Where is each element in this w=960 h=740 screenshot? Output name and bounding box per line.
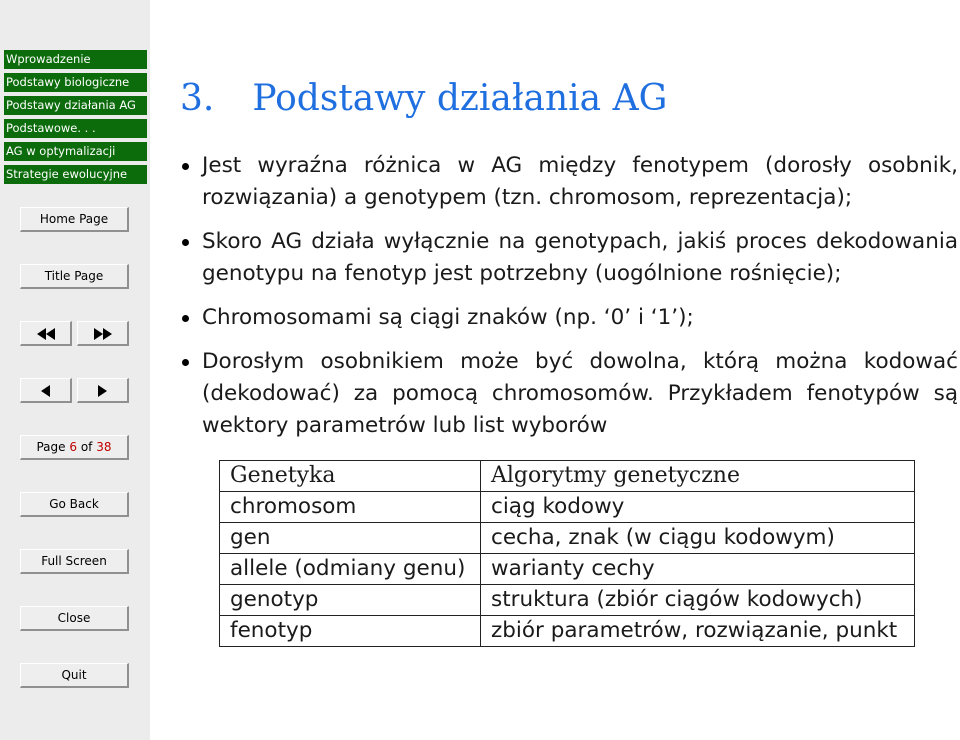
full-screen-button[interactable]: Full Screen bbox=[20, 549, 129, 574]
go-back-button[interactable]: Go Back bbox=[20, 492, 129, 517]
table-header-row bbox=[220, 461, 915, 492]
bullet-item: Skoro AG działa wyłącznie na genotypach, jakiś proces dekodowania genotypu na fenotyp jest potrzebny (uogólnione rośnięcie); bbox=[202, 226, 958, 290]
table-cell: gen bbox=[220, 523, 481, 554]
table-header-genetyka: Genetyka bbox=[220, 461, 481, 492]
page-indicator bbox=[20, 435, 129, 460]
toc-item-podstawy-biologiczne[interactable]: Podstawy biologiczne bbox=[4, 73, 147, 92]
toc-item-strategie-ewolucyjne[interactable]: Strategie ewolucyjne bbox=[4, 165, 147, 184]
table-cell: struktura (zbiór ciągów kodowych) bbox=[481, 585, 915, 616]
table-cell: genotyp bbox=[220, 585, 481, 616]
table-row bbox=[220, 616, 915, 647]
table-cell: cecha, znak (w ciągu kodowym) bbox=[481, 523, 915, 554]
table-header-algorytmy: Algorytmy genetyczne bbox=[481, 461, 915, 492]
table-cell: chromosom bbox=[220, 492, 481, 523]
toc-item-wprowadzenie[interactable]: Wprowadzenie bbox=[4, 50, 147, 69]
section-title: Podstawy działania AG bbox=[252, 78, 668, 119]
close-button[interactable]: Close bbox=[20, 606, 129, 631]
table-row bbox=[220, 492, 915, 523]
table-of-contents bbox=[4, 50, 147, 188]
bullet-item: Chromosomami są ciągi znaków (np. ‘0’ i ‘1’); bbox=[202, 302, 958, 334]
comparison-table bbox=[219, 460, 915, 647]
table-row bbox=[220, 554, 915, 585]
last-section-button[interactable] bbox=[77, 321, 129, 346]
table-cell: zbiór parametrów, rozwiązanie, punkt bbox=[481, 616, 915, 647]
navigation-sidebar bbox=[0, 0, 150, 740]
double-right-arrow-icon bbox=[94, 328, 112, 340]
double-left-arrow-icon bbox=[37, 328, 55, 340]
table-cell: allele (odmiany genu) bbox=[220, 554, 481, 585]
title-page-button[interactable]: Title Page bbox=[20, 264, 129, 289]
quit-button[interactable]: Quit bbox=[20, 663, 129, 688]
table-row bbox=[220, 585, 915, 616]
page-label: Page bbox=[36, 440, 66, 454]
total-pages-number: 38 bbox=[96, 440, 112, 454]
bullet-item: Dorosłym osobnikiem może być dowolna, którą można kodować (dekodować) za pomocą chromosomów. Przykładem fenotypów są wektory parametrów lub list wyborów bbox=[202, 346, 958, 442]
table-cell: ciąg kodowy bbox=[481, 492, 915, 523]
table-cell: fenotyp bbox=[220, 616, 481, 647]
bullet-item: Jest wyraźna różnica w AG między fenotypem (dorosły osobnik, rozwiązania) a genotypem (tzn. chromosom, reprezentacja); bbox=[202, 150, 958, 214]
toc-item-ag-optymalizacji[interactable]: AG w optymalizacji bbox=[4, 142, 147, 161]
right-arrow-icon bbox=[98, 385, 107, 397]
bullet-list bbox=[202, 150, 958, 454]
home-page-button[interactable]: Home Page bbox=[20, 207, 129, 232]
slide-title bbox=[180, 78, 667, 119]
section-number: 3. bbox=[180, 78, 215, 119]
current-page-number: 6 bbox=[69, 440, 77, 454]
page-of-label: of bbox=[80, 440, 93, 454]
table-row bbox=[220, 523, 915, 554]
toc-item-podstawy-dzialania[interactable]: Podstawy działania AG bbox=[4, 96, 147, 115]
first-section-button[interactable] bbox=[20, 321, 72, 346]
previous-page-button[interactable] bbox=[20, 378, 72, 403]
next-page-button[interactable] bbox=[77, 378, 129, 403]
toc-item-podstawowe[interactable]: Podstawowe. . . bbox=[4, 119, 147, 138]
table-cell: warianty cechy bbox=[481, 554, 915, 585]
left-arrow-icon bbox=[41, 385, 50, 397]
